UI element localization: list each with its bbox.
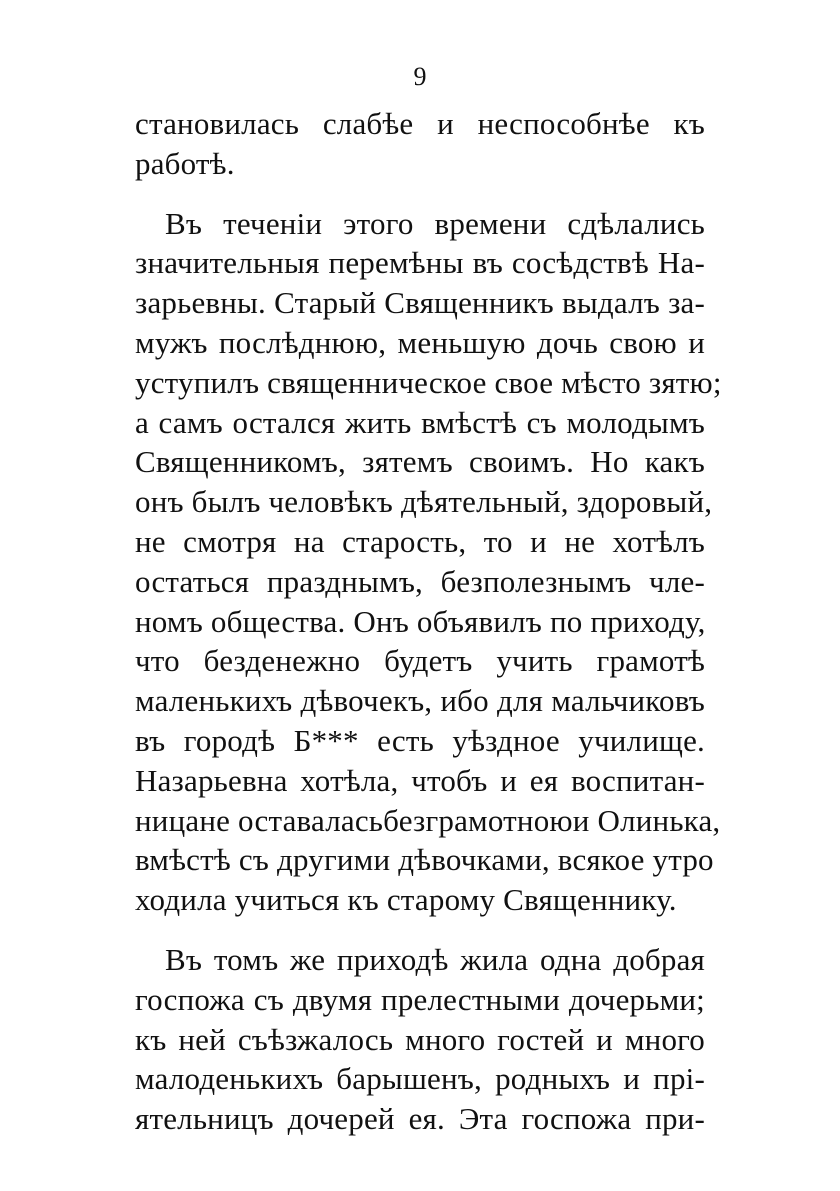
text-line: становилась слабѣе и неспособнѣе къ [135,106,705,141]
text-line: госпожа съ двумя прелестными дочерьми; [135,981,705,1017]
paragraph-3 [135,940,705,1139]
paragraph-spacer [135,184,705,204]
text-line: мужъ послѣднюю, меньшую дочь свою и [135,324,705,360]
text-line: уступилъ священническое свое мѣсто зятю; [135,364,722,400]
text-line: къ ней съѣзжалось много гостей и много [135,1021,705,1057]
text-line: Въ теченіи этого времени сдѣлались [165,205,705,241]
text-line: Назарьевна хотѣла, чтобъ и ея воспитан- [135,762,705,798]
text-line: малоденькихъ барышенъ, родныхъ и прі- [135,1061,705,1097]
text-line: не смотря на старость, то и не хотѣлъ [135,523,705,559]
paragraph-2 [135,204,722,920]
text-line: номъ общества. Онъ объявилъ по приходу, [135,603,706,639]
text-line: онъ былъ человѣкъ дѣятельный, здоровый, [135,484,713,520]
page-number: 9 [413,62,427,91]
text-line: Священникомъ, зятемъ своимъ. Но какъ [135,444,705,480]
text-line: значительныя перемѣны въ сосѣдствѣ На- [135,245,705,281]
text-line: въ городѣ Б*** есть уѣздное училище. [135,722,705,758]
body-text [135,104,722,1139]
text-line: что безденежно будетъ учить грамотѣ [135,643,705,679]
text-line: работѣ. [135,145,235,181]
text-line: маленькихъ дѣвочекъ, ибо для мальчиковъ [135,683,705,719]
text-line: зарьевны. Старый Священникъ выдалъ за- [135,285,705,321]
text-line: ятельницъ дочерей ея. Эта госпожа при- [135,1101,705,1137]
text-line: вмѣстѣ съ другими дѣвочками, всякое утро [135,842,714,878]
text-line: ницане оставаласьбезграмотноюи Олинька, [135,802,721,838]
text-line: остаться празднымъ, безполезнымъ чле- [135,563,705,599]
text-line: а самъ остался жить вмѣстѣ съ молодымъ [135,404,705,440]
paragraph-spacer [135,920,705,940]
paragraph-1 [135,104,705,184]
text-line: Въ томъ же приходѣ жила одна добрая [165,941,705,977]
text-line: ходила учиться къ старому Священнику. [135,882,677,918]
